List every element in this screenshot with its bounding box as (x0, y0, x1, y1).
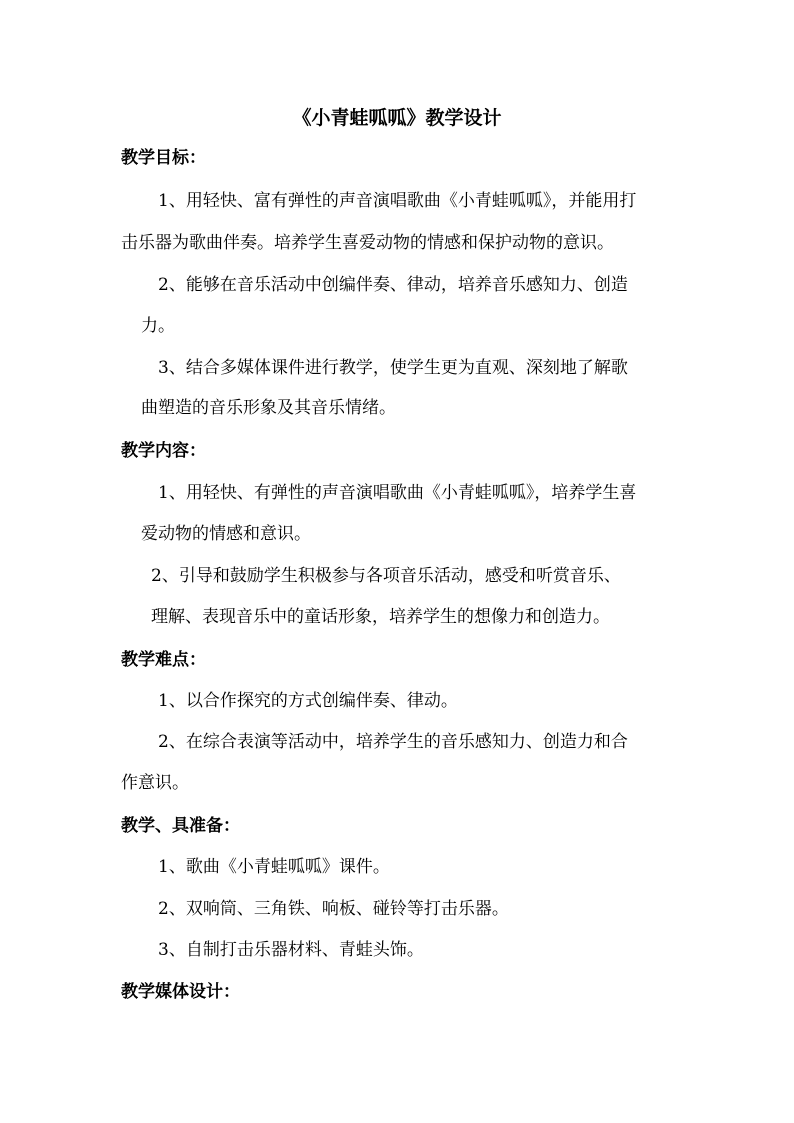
section-heading-media-design: 教学媒体设计： (121, 982, 240, 1002)
difficulty-line-3: 作意识。 (121, 773, 189, 793)
objective-line-5: 3、结合多媒体课件进行教学，使学生更为直观、深刻地了解歌 (158, 358, 628, 378)
objective-line-1: 1、用轻快、富有弹性的声音演唱歌曲《小青蛙呱呱》，并能用打 (158, 191, 637, 211)
content-line-3: 2、引导和鼓励学生积极参与各项音乐活动，感受和听赏音乐、 (151, 566, 621, 586)
objective-line-2: 击乐器为歌曲伴奏。培养学生喜爱动物的情感和保护动物的意识。 (121, 233, 614, 253)
document-title: 《小青蛙呱呱》教学设计 (292, 107, 502, 129)
preparation-line-3: 3、自制打击乐器材料、青蛙头饰。 (158, 940, 424, 960)
section-heading-objectives: 教学目标： (121, 148, 206, 168)
objective-line-4: 力。 (141, 316, 175, 336)
content-line-1: 1、用轻快、有弹性的声音演唱歌曲《小青蛙呱呱》，培养学生喜 (158, 483, 637, 503)
difficulty-line-2: 2、在综合表演等活动中，培养学生的音乐感知力、创造力和合 (158, 732, 628, 752)
section-heading-content: 教学内容： (121, 441, 206, 461)
preparation-line-1: 1、歌曲《小青蛙呱呱》课件。 (158, 857, 390, 877)
section-heading-preparation: 教学、具准备： (121, 816, 240, 836)
preparation-line-2: 2、双响筒、三角铁、响板、碰铃等打击乐器。 (158, 899, 509, 919)
objective-line-3: 2、能够在音乐活动中创编伴奏、律动，培养音乐感知力、创造 (158, 275, 628, 295)
objective-line-6: 曲塑造的音乐形象及其音乐情绪。 (141, 398, 396, 418)
content-line-4: 理解、表现音乐中的童话形象，培养学生的想像力和创造力。 (151, 607, 610, 627)
difficulty-line-1: 1、以合作探究的方式创编伴奏、律动。 (158, 691, 458, 711)
content-line-2: 爱动物的情感和意识。 (141, 524, 311, 544)
section-heading-difficulties: 教学难点： (121, 650, 206, 670)
